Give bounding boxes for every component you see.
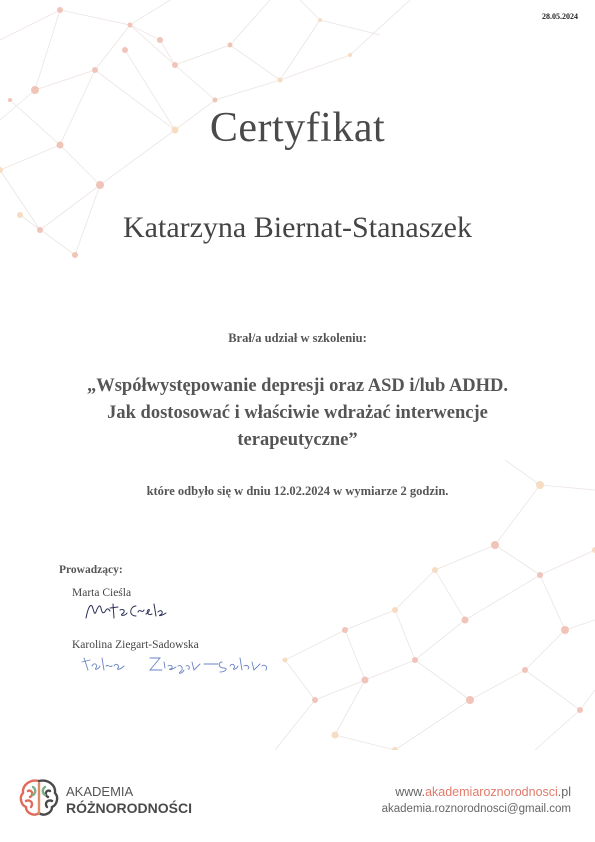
email-link[interactable]: akademia.roznorodnosci@gmail.com — [381, 803, 571, 815]
leaders-label: Prowadzący: — [59, 564, 123, 576]
leader-name: Karolina Ziegart-Sadowska — [72, 639, 199, 651]
brand-line-2: RÓŻNORODNOŚCI — [66, 800, 192, 816]
issue-date: 28.05.2024 — [542, 12, 578, 21]
signature-marta-ciesla — [80, 598, 170, 624]
signature-karolina-ziegart-sadowska — [80, 652, 270, 676]
course-title-line: „Współwystępowanie depresji oraz ASD i/lub ADHD. — [86, 376, 509, 396]
website-link[interactable] — [382, 784, 571, 801]
course-title-line: Jak dostosować i właściwie wdrażać interwencje — [107, 403, 488, 423]
training-details: które odbyło się w dniu 12.02.2024 w wymiarze 2 godzin. — [146, 484, 449, 498]
website-suffix: .pl — [557, 785, 571, 799]
course-title — [80, 373, 515, 454]
brain-logo-icon — [16, 775, 62, 821]
website-brand: akademiaroznorodnosci — [425, 785, 558, 799]
took-part-label: Brał/a udział w szkoleniu: — [228, 331, 367, 345]
website-prefix: www. — [395, 785, 426, 799]
network-decoration-bottom — [195, 460, 595, 750]
leader-name: Marta Cieśla — [72, 587, 132, 599]
contact-info — [382, 784, 571, 818]
brand-logo-text — [66, 783, 192, 817]
recipient-name: Katarzyna Biernat-Stanaszek — [123, 211, 472, 244]
brand-line-1: AKADEMIA — [66, 784, 134, 799]
course-title-line: terapeutyczne” — [237, 430, 358, 450]
certificate-title: Certyfikat — [209, 105, 386, 151]
